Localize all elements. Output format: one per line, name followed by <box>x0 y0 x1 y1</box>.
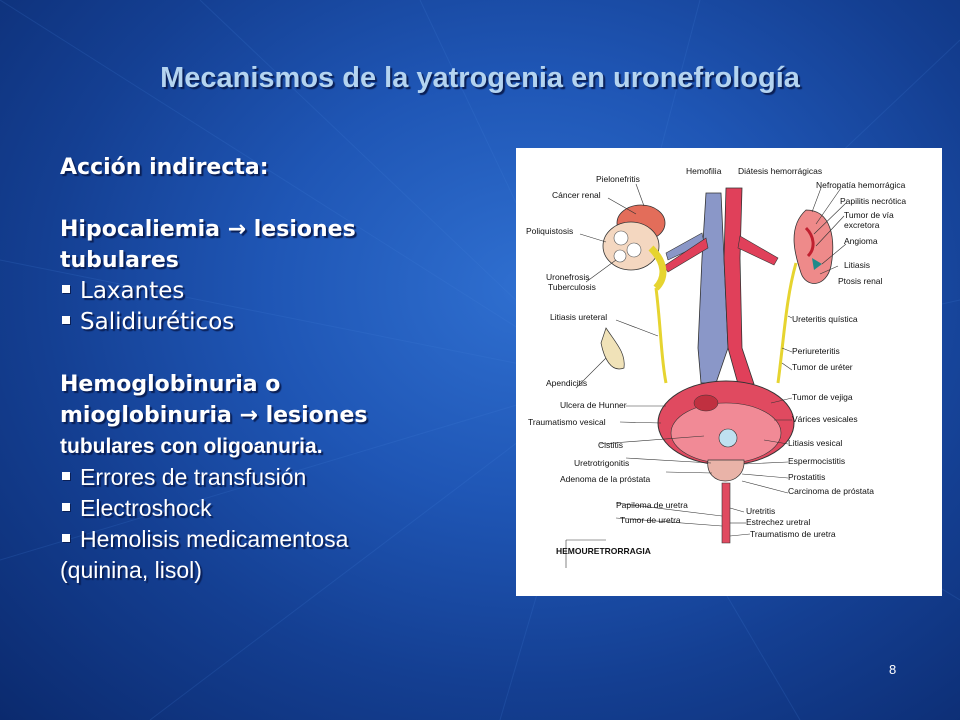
bullet-square-icon <box>62 534 70 542</box>
label-ureteritis-quistica: Ureteritis quística <box>792 314 858 324</box>
label-papiloma-uretra: Papiloma de uretra <box>616 500 688 510</box>
bullet-square-icon <box>62 503 70 511</box>
label-poliquistosis: Poliquistosis <box>526 226 574 236</box>
label-apendicitis: Apendicitis <box>546 378 588 388</box>
label-estrechez-uretral: Estrechez uretral <box>746 517 811 527</box>
label-cancer-renal: Cáncer renal <box>552 190 601 200</box>
label-pielonefritis: Pielonefritis <box>596 174 640 184</box>
label-litiasis-ureteral: Litiasis ureteral <box>550 312 608 322</box>
bullet-item: Errores de transfusión <box>60 462 500 493</box>
label-tumor-de-ureter: Tumor de uréter <box>792 362 853 372</box>
label-ptosis-renal: Ptosis renal <box>838 276 883 286</box>
label-diatesis-hemorragicas: Diátesis hemorrágicas <box>738 166 823 176</box>
label-tumor-uretra: Tumor de uretra <box>620 515 681 525</box>
label-varices-vesicales: Várices vesicales <box>792 414 858 424</box>
label-uretrotrigonitis: Uretrotrigonitis <box>574 458 630 468</box>
label-hemofilia: Hemofilia <box>686 166 722 176</box>
bullet-item: Hemolisis medicamentosa <box>60 524 500 555</box>
label-cistitis: Cistitis <box>598 440 624 450</box>
bullet-square-icon <box>62 316 70 324</box>
label-litiasis-vesical: Litiasis vesical <box>788 438 843 448</box>
label-prostatitis: Prostatitis <box>788 472 826 482</box>
label-espermocistitis: Espermocistitis <box>788 456 846 466</box>
label-uronefrosis: Uronefrosis <box>546 272 590 282</box>
label-carcinoma-prostata: Carcinoma de próstata <box>788 486 874 496</box>
label-angioma: Angioma <box>844 236 878 246</box>
bullet-item: Electroshock <box>60 493 500 524</box>
label-periureteritis: Periureteritis <box>792 346 840 356</box>
label-adenoma-prostata: Adenoma de la próstata <box>560 474 651 484</box>
label-traumatismo-vesical: Traumatismo vesical <box>528 417 606 427</box>
label-nefropatia-hemorragica: Nefropatía hemorrágica <box>816 180 906 190</box>
page-number: 8 <box>889 662 897 677</box>
bullet-item: Laxantes <box>60 276 500 307</box>
section2-tail: (quinina, lisol) <box>60 557 202 583</box>
slide-body <box>60 152 500 586</box>
section2-line3: tubulares con oligoanuria. <box>60 435 323 458</box>
bullet-item: Salidiuréticos <box>60 307 500 338</box>
heading-accion-indirecta: Acción indirecta: <box>60 155 269 180</box>
label-hemouretrorragia: HEMOURETRORRAGIA <box>556 546 651 556</box>
label-papilitis-necrotica: Papilitis necrótica <box>840 196 907 206</box>
section2-line1: Hemoglobinuria o <box>60 372 281 397</box>
label-ulcera-de-hunner: Ulcera de Hunner <box>560 400 627 410</box>
label-traumatismo-uretra: Traumatismo de uretra <box>750 529 836 539</box>
section1-line2: tubulares <box>60 248 179 273</box>
bullet-square-icon <box>62 285 70 293</box>
label-uretritis: Uretritis <box>746 506 776 516</box>
label-tuberculosis: Tuberculosis <box>548 282 596 292</box>
urology-diagram <box>516 148 942 596</box>
section2-line2: mioglobinuria → lesiones <box>60 403 368 428</box>
label-tumor-de-vejiga: Tumor de vejiga <box>792 392 853 402</box>
label-excretora: excretora <box>844 220 880 230</box>
label-litiasis: Litiasis <box>844 260 870 270</box>
label-tumor-de-via: Tumor de vía <box>844 210 894 220</box>
bullet-square-icon <box>62 472 70 480</box>
urology-diagram-svg <box>516 148 942 596</box>
slide-title: Mecanismos de la yatrogenia en uronefrología <box>160 62 800 94</box>
section1-line1: Hipocaliemia → lesiones <box>60 217 356 242</box>
